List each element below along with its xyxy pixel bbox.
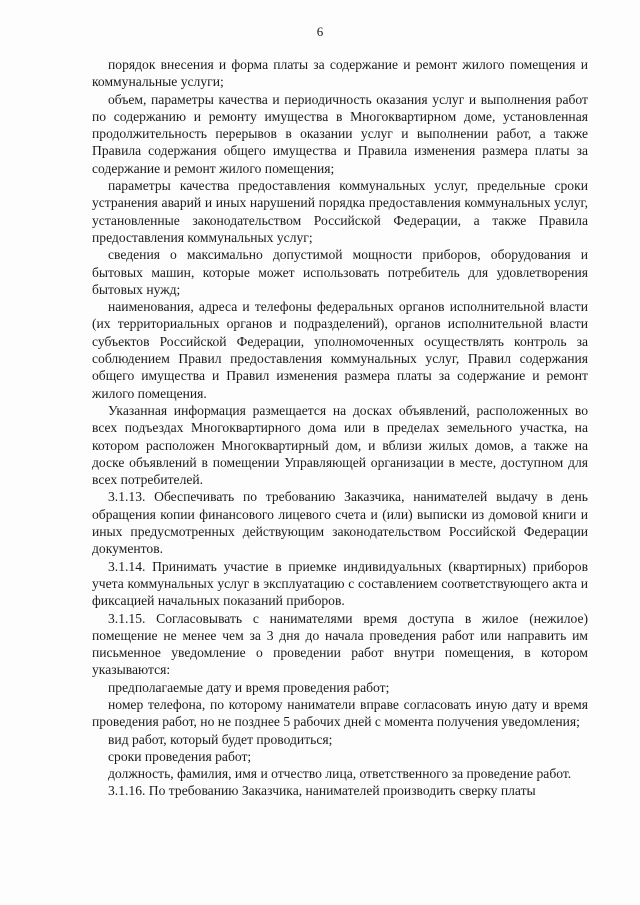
section-3-1-14: 3.1.14. Принимать участие в приемке индивидуальных (квартирных) приборов учета коммунальных услуг в эксплуатацию с составлением соответствующего акта и фиксацией начальных показаний приборов. <box>92 558 588 609</box>
section-3-1-15: 3.1.15. Согласовывать с нанимателями время доступа в жилое (нежилое) помещение не менее чем за 3 дня до начала проведения работ или направить им письменное уведомление о проведении работ внутри помещения, в котором указываются: <box>92 610 588 678</box>
page-number: 6 <box>316 24 324 39</box>
list-item-work-type: вид работ, который будет проводиться; <box>108 731 333 747</box>
paragraph-service-volume: объем, параметры качества и периодичность оказания услуг и выполнения работ по содержанию и ремонту имущества в Многоквартирном доме, установленная продолжительность перерывов в оказании услуг и выполнении работ, а также Правила содержания общего имущества и Правила изменения размера платы за содержание и ремонт жилого помещения; <box>92 91 588 176</box>
list-item-work-terms: сроки проведения работ; <box>108 748 252 764</box>
paragraph-info-placement: Указанная информация размещается на досках объявлений, расположенных во всех подъездах Многоквартирного дома или в пределах земельного участка, на котором расположен Многоквартирный дом, и вблизи жилых домов, а также на доске объявлений в помещении Управляющей организации в месте, доступном для всех потребителей. <box>92 402 588 488</box>
paragraph-payment-order: порядок внесения и форма платы за содержание и ремонт жилого помещения и коммунальные услуги; <box>92 57 588 90</box>
paragraph-max-power: сведения о максимально допустимой мощности приборов, оборудования и бытовых машин, которые может использовать потребитель для удовлетворения бытовых нужд; <box>92 247 588 297</box>
list-item-responsible: должность, фамилия, имя и отчество лица, ответственного за проведение работ. <box>108 766 572 782</box>
paragraph-authorities: наименования, адреса и телефоны федеральных органов исполнительной власти (их территориальных органов и подразделений), органов исполнительной власти субъектов Российской Федерации, уполномоченных осуществлять контроль за соблюдением Правил предоставления коммунальных услуг, Правил содержания общего имущества и Правил изменения размера платы за содержание и ремонт жилого помещения. <box>92 299 588 401</box>
list-item-date-time: предполагаемые дату и время проведения работ; <box>108 679 390 695</box>
section-3-1-16: 3.1.16. По требованию Заказчика, нанимателей производить сверку платы <box>108 783 536 799</box>
document-body <box>92 56 588 800</box>
list-item-phone: номер телефона, по которому наниматели вправе согласовать иную дату и время проведения работ, но не позднее 5 рабочих дней с момента получения уведомления; <box>92 696 588 730</box>
section-3-1-13: 3.1.13. Обеспечивать по требованию Заказчика, нанимателей выдачу в день обращения копии финансового лицевого счета и (или) выписки из домовой книги и иных предусмотренных действующим законодательством Российской Федерации документов. <box>92 489 588 557</box>
paragraph-utility-quality: параметры качества предоставления коммунальных услуг, предельные сроки устранения аварий и иных нарушений порядка предоставления коммунальных услуг, установленные законодательством Российской Федерации, а также Правила предоставления коммунальных услуг; <box>92 178 588 245</box>
